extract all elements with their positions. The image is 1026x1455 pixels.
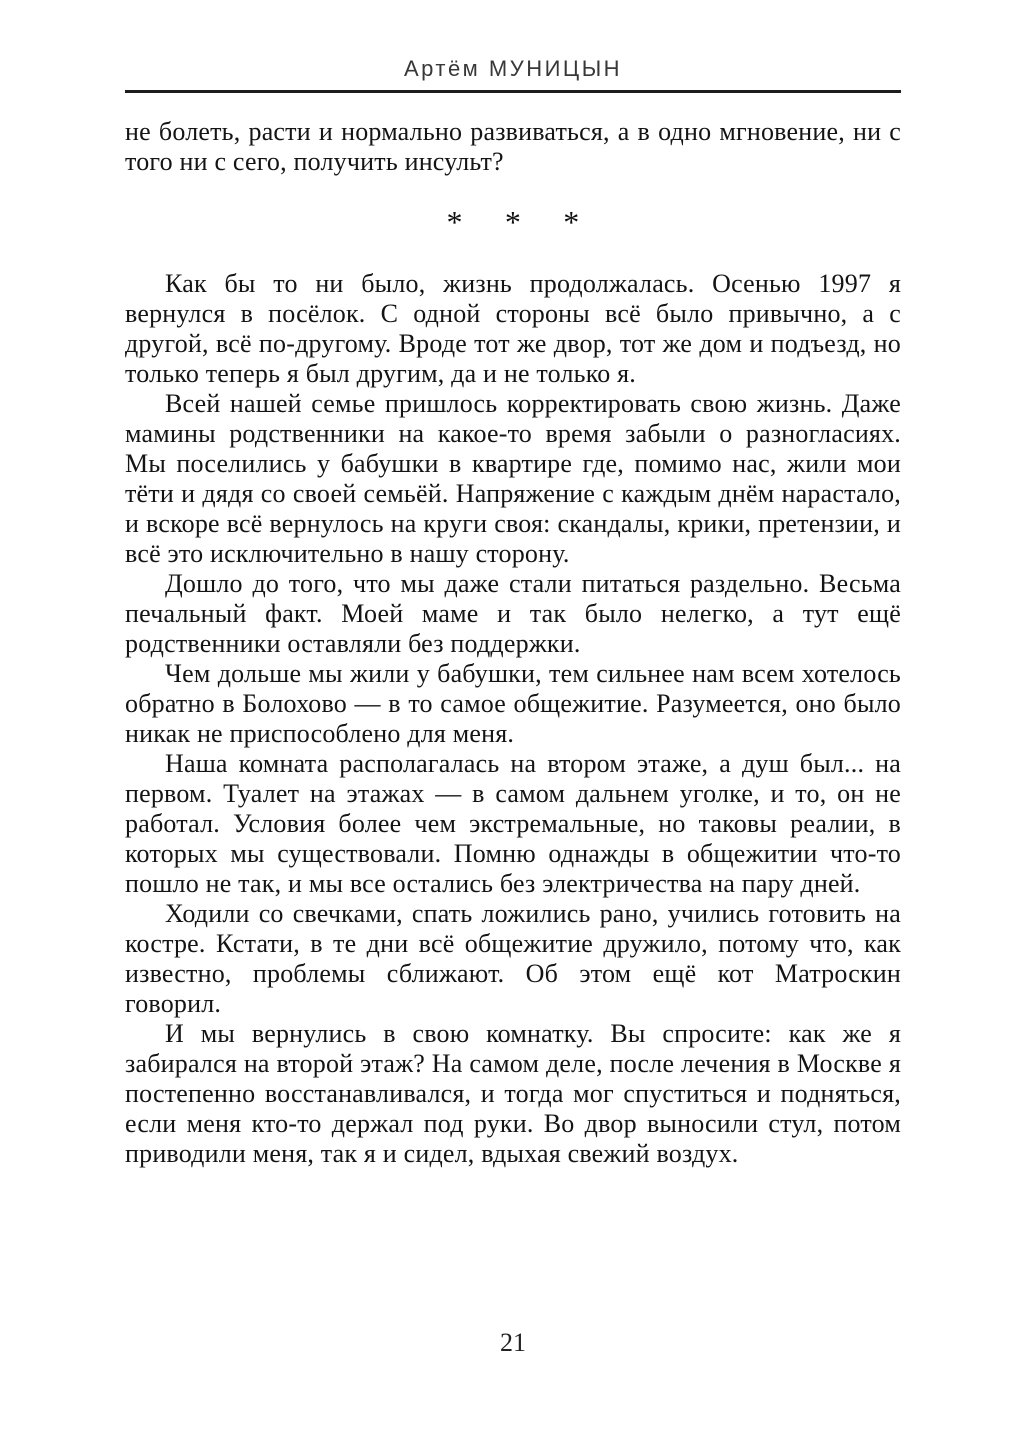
page-number: 21	[500, 1328, 526, 1357]
section-separator: * * *	[446, 204, 580, 240]
body-paragraph: И мы вернулись в свою комнатку. Вы спросите: как же я забирался на второй этаж? На самом деле, после лечения в Москве я постепенно восстанавливался, и тогда мог спуститься и подняться, если меня кто-то держал под руки. Во двор выносили стул, потом приводили меня, так я и сидел, вдыхая свежий воздух.	[125, 1019, 901, 1168]
body-paragraph: Как бы то ни было, жизнь продолжалась. Осенью 1997 я вернулся в посёлок. С одной стороны всё было привычно, а с другой, всё по-другому. Вроде тот же двор, тот же дом и подъезд, но только теперь я был другим, да и не только я.	[125, 269, 901, 388]
body-paragraph: Наша комната располагалась на втором этаже, а душ был... на первом. Туалет на этажах — в самом дальнем уголке, и то, он не работал. Условия более чем экстремальные, но таковы реалии, в которых мы существовали. Помню однажды в общежитии что-то пошло не так, и мы все остались без электричества на пару дней.	[125, 749, 901, 898]
body-paragraph: Всей нашей семье пришлось корректировать свою жизнь. Даже мамины родственники на какое-то время забыли о разногласиях. Мы поселились у бабушки в квартире где, помимо нас, жили мои тёти и дядя со своей семьёй. Напряжение с каждым днём нарастало, и вскоре всё вернулось на круги своя: скандалы, крики, претензии, и всё это исключительно в нашу сторону.	[125, 389, 901, 568]
running-head-title: Артём МУНИЦЫН	[403, 56, 623, 81]
body-paragraph: Чем дольше мы жили у бабушки, тем сильнее нам всем хотелось обратно в Болохово — в то самое общежитие. Разумеется, оно было никак не приспособлено для меня.	[125, 659, 901, 748]
body-paragraph: Ходили со свечками, спать ложились рано, учились готовить на костре. Кстати, в те дни всё общежитие дружило, потому что, как известно, проблемы сближают. Об этом ещё кот Матроскин говорил.	[125, 899, 901, 1018]
body-paragraph: Дошло до того, что мы даже стали питаться раздельно. Весьма печальный факт. Моей маме и так было нелегко, а тут ещё родственники оставляли без поддержки.	[125, 569, 901, 658]
header-rule	[125, 90, 901, 93]
body-paragraph-continuation: не болеть, расти и нормально развиваться, а в одно мгновение, ни с того ни с сего, получить инсульт?	[125, 117, 901, 176]
page-text-block	[125, 117, 901, 1169]
